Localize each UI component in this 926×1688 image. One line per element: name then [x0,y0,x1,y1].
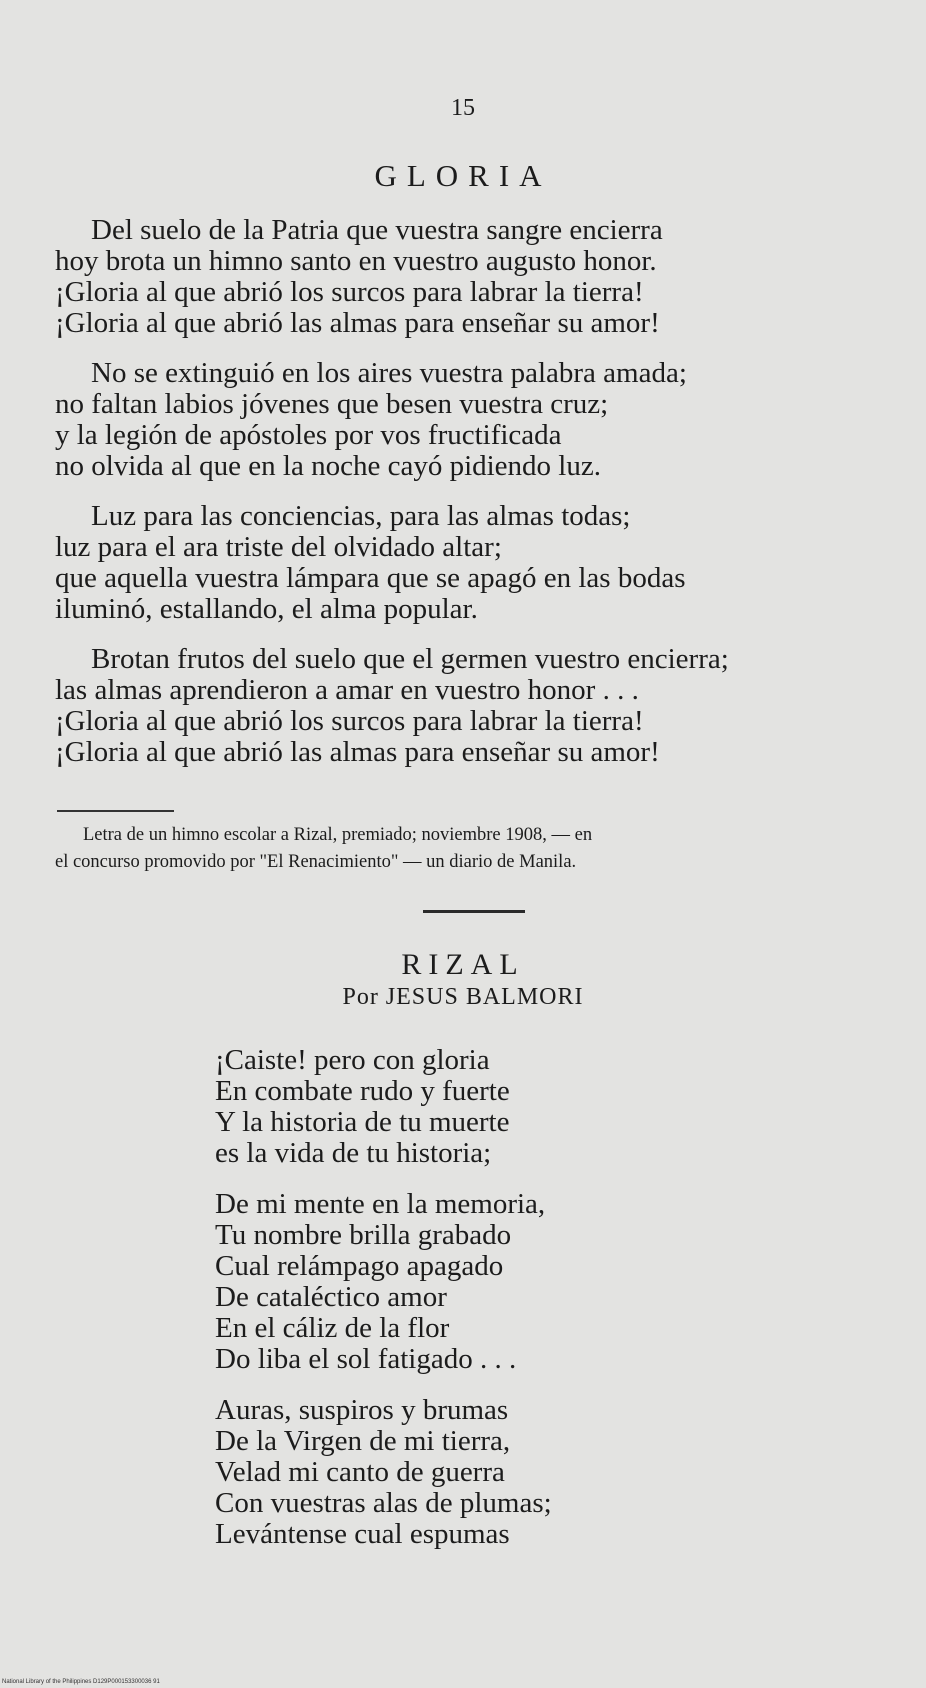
section-divider [423,910,525,913]
footnote-line: Letra de un himno escolar a Rizal, premiado; noviembre 1908, — en [83,825,593,845]
verse-line: ¡Caiste! pero con gloria [215,1044,490,1076]
library-credit: National Library of the Philippines D129P000153300036 91 [2,1679,160,1685]
poem-rizal [215,1045,905,1570]
verse-line: hoy brota un himno santo en vuestro augusto honor. [55,246,657,277]
footnote [55,822,895,876]
verse-line: De cataléctico amor [215,1281,447,1313]
poem-gloria [55,215,895,787]
stanza [55,501,895,625]
verse-line: iluminó, estallando, el alma popular. [55,594,478,625]
stanza [215,1045,905,1169]
footnote-line: el concurso promovido por "El Renacimiento" — un diario de Manila. [55,852,577,872]
verse-line: ¡Gloria al que abrió las almas para enseñar su amor! [55,308,660,339]
verse-line: las almas aprendieron a amar en vuestro honor . . . [55,675,639,706]
poem-title-gloria: GLORIA [374,158,552,193]
footnote-rule [57,810,174,812]
verse-line: Auras, suspiros y brumas [215,1394,509,1426]
verse-line: Do liba el sol fatigado . . . [215,1343,517,1375]
verse-line: Levántense cual espumas [215,1518,510,1550]
verse-line: En combate rudo y fuerte [215,1075,510,1107]
stanza [55,215,895,339]
verse-line: no olvida al que en la noche cayó pidiendo luz. [55,451,601,482]
verse-line: Con vuestras alas de plumas; [215,1487,552,1519]
poem-author: Por JESUS BALMORI [342,984,584,1010]
verse-line: Cual relámpago apagado [215,1250,504,1282]
verse-line: En el cáliz de la flor [215,1312,450,1344]
verse-line: Velad mi canto de guerra [215,1456,505,1488]
verse-line: No se extinguió en los aires vuestra palabra amada; [91,358,687,389]
verse-line: ¡Gloria al que abrió los surcos para labrar la tierra! [55,706,644,737]
poem-title-rizal: RIZAL [401,948,525,981]
stanza [215,1189,905,1375]
verse-line: Del suelo de la Patria que vuestra sangre encierra [91,215,663,246]
verse-line: es la vida de tu historia; [215,1137,492,1169]
verse-line: Tu nombre brilla grabado [215,1219,512,1251]
stanza [215,1395,905,1550]
verse-line: Brotan frutos del suelo que el germen vuestro encierra; [91,644,729,675]
verse-line: ¡Gloria al que abrió las almas para enseñar su amor! [55,737,660,768]
verse-line: De la Virgen de mi tierra, [215,1425,511,1457]
verse-line: no faltan labios jóvenes que besen vuestra cruz; [55,389,609,420]
stanza [55,644,895,768]
verse-line: que aquella vuestra lámpara que se apagó en las bodas [55,563,686,594]
verse-line: ¡Gloria al que abrió los surcos para labrar la tierra! [55,277,644,308]
page-number: 15 [451,95,475,121]
verse-line: y la legión de apóstoles por vos fructificada [55,420,562,451]
stanza [55,358,895,482]
verse-line: luz para el ara triste del olvidado altar; [55,532,502,563]
verse-line: De mi mente en la memoria, [215,1188,546,1220]
verse-line: Y la historia de tu muerte [215,1106,510,1138]
verse-line: Luz para las conciencias, para las almas todas; [91,501,631,532]
